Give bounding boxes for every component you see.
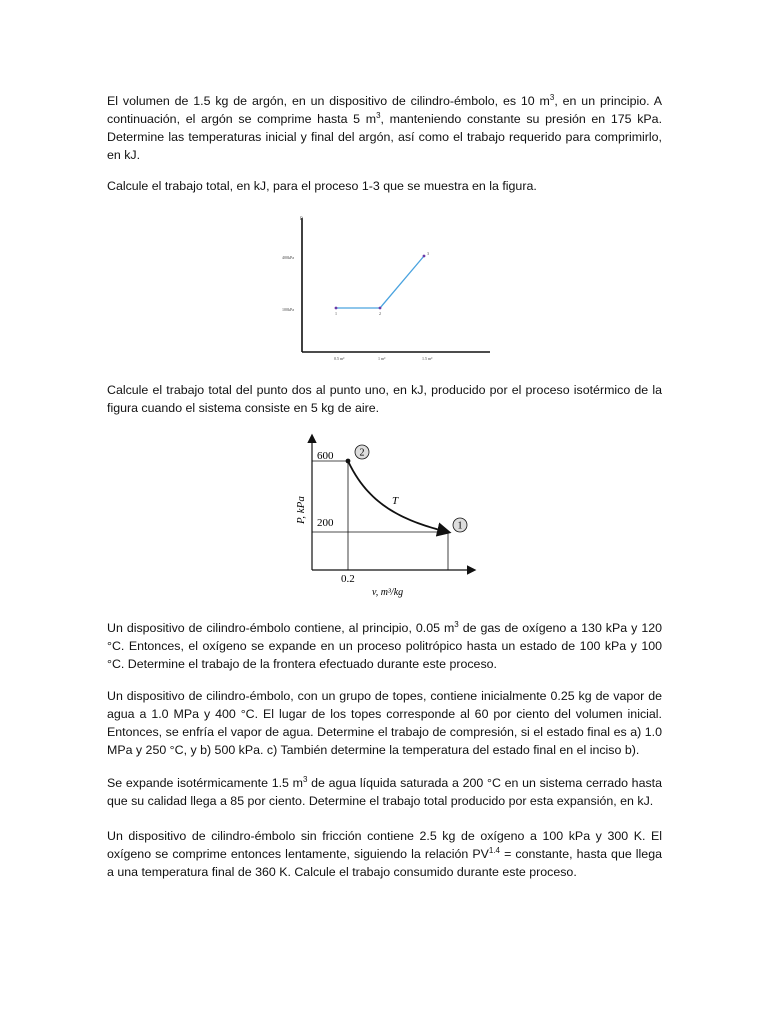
- chart1-x-tick-0-5: 0.5 m³: [334, 356, 345, 361]
- chart1-y-axis-label: P: [300, 217, 303, 222]
- problem-6-sup-a: 3: [302, 774, 308, 784]
- chart1-x-tick-1: 1 m³: [378, 356, 386, 361]
- chart2-y-tick-600: 600: [317, 450, 334, 462]
- problem-6-part-b: de agua líquida saturada a 200 °C en un sistema cerrado hasta que su calidad llega a 85 por ciento. Determine el trabajo total producido por esta expansión, en kJ.: [107, 776, 662, 808]
- problem-4-text: [107, 619, 662, 673]
- chart1-y-tick-100: 100kPa: [282, 307, 294, 312]
- chart2-y-tick-200: 200: [317, 517, 334, 529]
- problem-5-text: Un dispositivo de cilindro-émbolo, con un grupo de topes, contiene inicialmente 0.25 kg de vapor de agua a 1.0 MPa y 400 °C. El lugar de los topes corresponde al 60 por ciento del volumen inicial. Entonces, se enfría el vapor de agua. Determine el trabajo de compresión, si el estado final es a) 1.0 MPa y 250 °C, y b) 500 kPa. c) También determine la temperatura del estado final en el inciso b).: [107, 689, 662, 757]
- chart2-point-2: [346, 459, 351, 464]
- problem-7-part-a: Un dispositivo de cilindro-émbolo sin fricción contiene 2.5 kg de oxígeno a 100 kPa y 300 K. El oxígeno se comprime entonces lentamente, siguiendo la relación PV: [107, 829, 662, 861]
- problem-7-text: [107, 827, 662, 881]
- problem-1-sup-a: 3: [549, 92, 555, 102]
- problem-1-part-a: El volumen de 1.5 kg de argón, en un dispositivo de cilindro-émbolo, es 10 m: [107, 94, 550, 108]
- chart2-x-axis-label: v, m³/kg: [372, 587, 404, 598]
- chart2-state-label-1: 1: [457, 520, 463, 532]
- problem-2-text: Calcule el trabajo total, en kJ, para el proceso 1-3 que se muestra en la figura.: [107, 179, 537, 193]
- chart1-point-3: [423, 255, 426, 258]
- problem-1-sup-b: 3: [376, 110, 381, 120]
- chart1-point-label-2: 2: [379, 311, 381, 316]
- chart1-y-tick-400: 400kPa: [282, 255, 294, 260]
- chart1-point-label-1: 1: [335, 311, 337, 316]
- chart1-point-2: [379, 307, 382, 310]
- problem-3-text: Calcule el trabajo total del punto dos al punto uno, en kJ, producido por el proceso isotérmico de la figura cuando el sistema consiste en 5 kg de aire.: [107, 383, 662, 415]
- chart2-process-label: T: [392, 495, 399, 507]
- problem-4-sup-a: 3: [454, 619, 459, 629]
- isothermal-process-chart: [282, 432, 482, 602]
- problem-1-part-b: , en un principio. A continuación, el argón se comprime hasta 5 m: [107, 94, 662, 126]
- problem-4-part-a: Un dispositivo de cilindro-émbolo contiene, al principio, 0.05 m: [107, 621, 455, 635]
- chart2-state-label-2: 2: [359, 447, 365, 459]
- problem-6-part-a: Se expande isotérmicamente 1.5 m: [107, 776, 303, 790]
- chart2-y-axis-label: P, kPa: [295, 496, 307, 524]
- problem-6-text: [107, 774, 662, 810]
- problem-7-part-b: = constante, hasta que llega a una temperatura final de 360 K. Calcule el trabajo consumido durante este proceso.: [107, 847, 662, 879]
- chart1-point-1: [335, 307, 338, 310]
- chart2-x-tick-0-2: 0.2: [341, 573, 355, 585]
- chart1-x-tick-1-5: 1.5 m³: [422, 356, 433, 361]
- chart1-point-label-3: 3: [427, 251, 429, 256]
- problem-7-sup-a: 1.4: [488, 845, 500, 855]
- process-1-3-chart: [270, 210, 500, 370]
- problem-1-text: [107, 92, 662, 164]
- problem-1-part-c: , manteniendo constante su presión en 175 kPa. Determine las temperaturas inicial y final del argón, así como el trabajo requerido para comprimirlo, en kJ.: [107, 112, 663, 162]
- chart1-process-line: [336, 256, 424, 308]
- problem-4-part-b: de gas de oxígeno a 130 kPa y 120 °C. Entonces, el oxígeno se expande en un proceso politrópico hasta un estado de 100 kPa y 100 °C. Determine el trabajo de la frontera efectuado durante este proceso.: [107, 621, 662, 671]
